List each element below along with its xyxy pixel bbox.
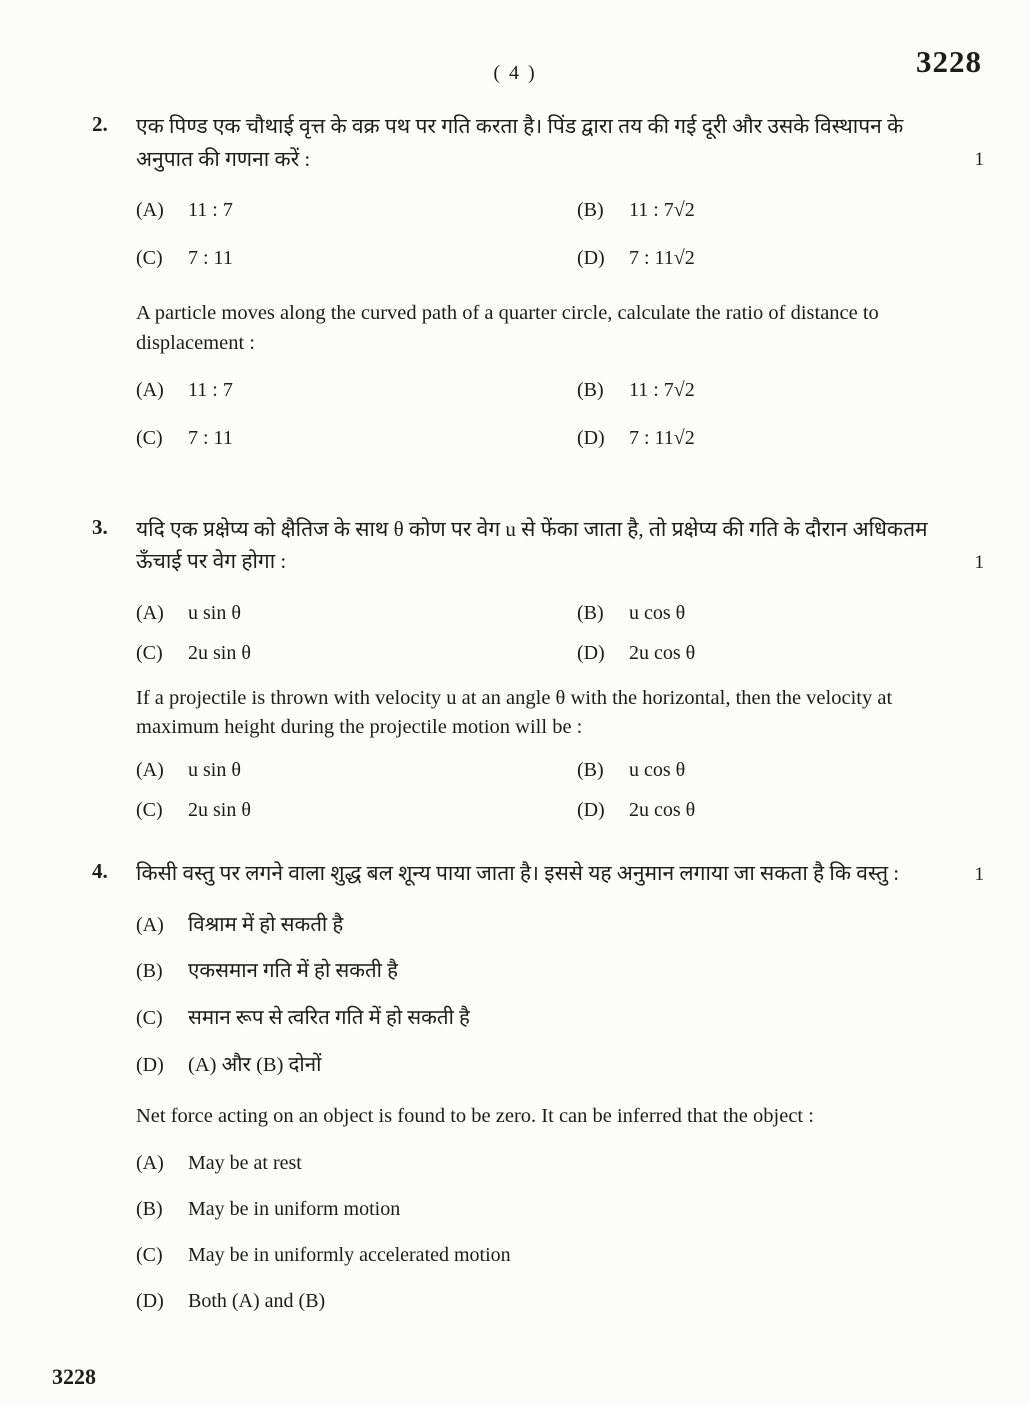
option-text: 7 : 11√2 — [628, 426, 695, 449]
options-english — [136, 1150, 984, 1314]
option-text: 11 : 7√2 — [628, 378, 695, 401]
option-text: 2u cos θ — [628, 641, 696, 664]
question-head — [136, 857, 984, 890]
option-b — [577, 757, 984, 783]
question-text-hindi: एक पिण्ड एक चौथाई वृत्त के वक्र पथ पर गति करता है। पिंड द्वारा तय की गई दूरी और उसके विस्थापन के अनुपात की गणना करें : — [136, 114, 904, 171]
option-text: (A) और (B) दोनों — [188, 1053, 322, 1076]
option-text: 7 : 11 — [188, 426, 233, 449]
question-3 — [92, 513, 984, 824]
paper-code-bottom: 3228 — [52, 1364, 96, 1389]
option-label: (B) — [576, 601, 604, 624]
option-label: (D) — [576, 641, 605, 664]
question-text-english: A particle moves along the curved path of a quarter circle, calculate the ratio of distance to displacement : — [136, 302, 879, 354]
option-label: (A) — [136, 378, 164, 401]
option-d — [136, 1288, 984, 1314]
question-head — [136, 513, 984, 578]
page-number: ( 4 ) — [493, 62, 537, 84]
option-label: (D) — [576, 247, 605, 270]
question-body — [136, 110, 984, 479]
option-b — [136, 1196, 984, 1222]
option-b — [577, 377, 984, 403]
option-label: (C) — [136, 247, 163, 270]
option-text: 11 : 7 — [188, 199, 233, 222]
option-b — [577, 600, 984, 626]
option-text: Both (A) and (B) — [188, 1289, 326, 1312]
option-text: 7 : 11√2 — [628, 247, 695, 270]
option-text: 2u sin θ — [188, 799, 251, 822]
option-d — [577, 425, 984, 451]
options-hindi — [136, 197, 984, 271]
option-text: May be in uniform motion — [188, 1197, 401, 1220]
option-a — [136, 600, 577, 626]
option-c — [136, 245, 577, 271]
option-label: (A) — [136, 1151, 164, 1174]
option-text: u sin θ — [188, 601, 241, 624]
question-text-hindi: किसी वस्तु पर लगने वाला शुद्ध बल शून्य पाया जाता है। इससे यह अनुमान लगाया जा सकता है कि वस्तु : — [136, 861, 900, 886]
option-d — [136, 1052, 984, 1079]
paper-code-top: 3228 — [916, 44, 982, 79]
option-label: (B) — [576, 199, 604, 222]
option-a — [136, 757, 577, 783]
option-text: 2u cos θ — [628, 799, 696, 822]
option-text: u sin θ — [188, 759, 241, 782]
question-body — [136, 857, 984, 1334]
marks-value: 1 — [974, 149, 984, 171]
option-text: u cos θ — [628, 601, 686, 624]
option-label: (B) — [576, 378, 604, 401]
option-label: (C) — [136, 641, 163, 664]
option-label: (B) — [136, 1197, 163, 1220]
option-c — [136, 425, 577, 451]
option-label: (D) — [136, 1053, 164, 1076]
option-a — [136, 912, 984, 939]
options-hindi — [136, 912, 984, 1079]
option-label: (A) — [136, 199, 164, 222]
option-b — [136, 958, 984, 985]
question-text-hindi: यदि एक प्रक्षेप्य को क्षैतिज के साथ θ कोण पर वेग u से फेंका जाता है, तो प्रक्षेप्य की गति के दौरान अधिकतम ऊँचाई पर वेग होगा : — [136, 516, 928, 574]
option-text: u cos θ — [628, 759, 686, 782]
options-hindi — [136, 600, 984, 666]
question-body — [136, 513, 984, 824]
option-text: एकसमान गति में हो सकती है — [188, 960, 398, 983]
option-text: समान रूप से त्वरित गति में हो सकती है — [188, 1006, 470, 1029]
option-text: 11 : 7√2 — [628, 199, 695, 222]
marks-value: 1 — [974, 863, 984, 885]
option-a — [136, 377, 577, 403]
option-d — [577, 245, 984, 271]
question-text-english: If a projectile is thrown with velocity u at an angle θ with the horizontal, then the velocity at maximum height during the projectile motion will be : — [136, 686, 893, 739]
option-text: May be at rest — [188, 1151, 302, 1174]
question-number: 4. — [92, 859, 108, 884]
option-label: (B) — [576, 759, 604, 782]
question-number: 3. — [92, 514, 108, 539]
option-c — [136, 797, 577, 823]
question-4 — [92, 857, 984, 1334]
option-label: (C) — [136, 799, 163, 822]
option-text: 2u sin θ — [188, 641, 251, 664]
option-b — [577, 197, 984, 223]
option-d — [577, 640, 984, 666]
option-label: (C) — [136, 426, 163, 449]
option-a — [136, 1150, 984, 1176]
option-label: (D) — [576, 799, 605, 822]
option-label: (A) — [136, 601, 164, 624]
marks-value: 1 — [974, 551, 984, 573]
question-2 — [92, 110, 984, 479]
question-number: 2. — [92, 112, 108, 136]
question-head — [136, 110, 984, 175]
options-english — [136, 757, 984, 823]
option-text: 7 : 11 — [188, 247, 233, 270]
option-c — [136, 640, 577, 666]
option-label: (B) — [136, 960, 163, 983]
option-label: (A) — [136, 913, 164, 936]
option-text: 11 : 7 — [188, 378, 233, 401]
option-label: (D) — [136, 1289, 164, 1312]
option-label: (C) — [136, 1006, 163, 1029]
option-d — [577, 797, 984, 823]
options-english — [136, 377, 984, 451]
option-label: (D) — [576, 426, 605, 449]
option-label: (C) — [136, 1243, 163, 1266]
option-c — [136, 1005, 984, 1032]
option-c — [136, 1242, 984, 1268]
question-text-english: Net force acting on an object is found to be zero. It can be inferred that the object : — [136, 1105, 814, 1128]
option-text: विश्राम में हो सकती है — [188, 913, 344, 936]
option-a — [136, 197, 577, 223]
option-text: May be in uniformly accelerated motion — [188, 1243, 511, 1266]
option-label: (A) — [136, 759, 164, 782]
